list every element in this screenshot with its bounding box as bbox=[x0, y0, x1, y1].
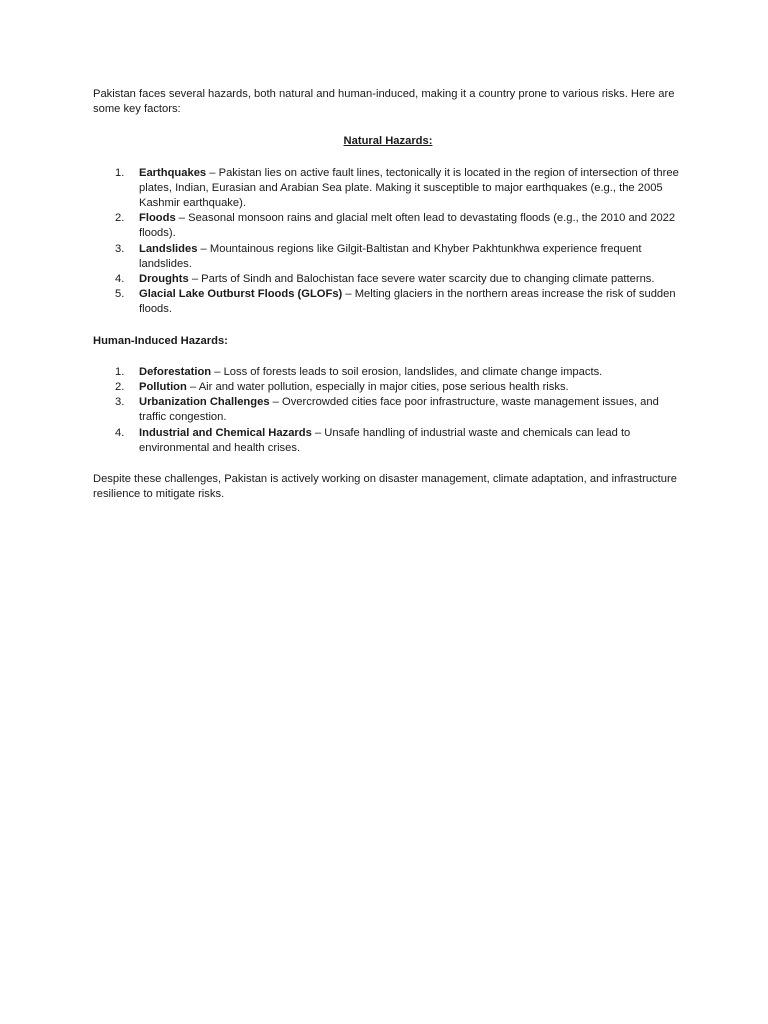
natural-hazards-heading: Natural Hazards: bbox=[343, 135, 433, 148]
hazard-description: Overcrowded cities face poor infrastructure, waste management issues, and traffic congestion. bbox=[139, 396, 659, 424]
list-item bbox=[93, 380, 683, 395]
hazard-term: Urbanization Challenges bbox=[139, 396, 270, 409]
conclusion-paragraph: Despite these challenges, Pakistan is actively working on disaster management, climate adaptation, and infrastructure resilience to mitigate risks. bbox=[93, 473, 677, 501]
hazard-term: Glacial Lake Outburst Floods (GLOFs) bbox=[139, 288, 343, 301]
document-page bbox=[93, 87, 683, 502]
hazard-description: Seasonal monsoon rains and glacial melt often lead to devastating floods (e.g., the 2010 and 2022 floods). bbox=[139, 212, 676, 240]
hazard-description: Parts of Sindh and Balochistan face severe water scarcity due to changing climate patterns. bbox=[201, 273, 655, 286]
human-hazards-heading: Human-Induced Hazards: bbox=[93, 334, 228, 347]
list-number: 5. bbox=[115, 288, 125, 301]
natural-hazards-list bbox=[93, 166, 683, 318]
list-item bbox=[93, 365, 683, 380]
separator: – bbox=[211, 365, 224, 378]
hazard-term: Droughts bbox=[139, 273, 189, 286]
hazard-description: Loss of forests leads to soil erosion, landslides, and climate change impacts. bbox=[223, 365, 603, 378]
list-item bbox=[93, 211, 683, 241]
hazard-description: Mountainous regions like Gilgit-Baltistan and Khyber Pakhtunkhwa experience frequent landslides. bbox=[139, 242, 642, 270]
separator: – bbox=[175, 212, 189, 225]
list-number: 2. bbox=[115, 212, 125, 225]
human-hazards-list bbox=[93, 365, 683, 456]
separator: – bbox=[206, 166, 219, 179]
list-number: 2. bbox=[115, 381, 125, 394]
list-item bbox=[93, 272, 683, 287]
hazard-description: Pakistan lies on active fault lines, tectonically it is located in the region of intersection of three plates, Indian, Eurasian and Arabian Sea plate. Making it susceptible to major earthquakes (e.g., the 2005 Kashmir earthquake). bbox=[139, 166, 679, 210]
list-item bbox=[93, 426, 683, 456]
separator: – bbox=[186, 381, 199, 394]
hazard-description: Melting glaciers in the northern areas increase the risk of sudden floods. bbox=[139, 288, 676, 316]
intro-paragraph: Pakistan faces several hazards, both natural and human-induced, making it a country prone to various risks. Here are some key factors: bbox=[93, 88, 675, 116]
list-number: 4. bbox=[115, 273, 125, 286]
hazard-term: Landslides bbox=[139, 242, 198, 255]
list-item bbox=[93, 395, 683, 425]
separator: – bbox=[197, 242, 210, 255]
separator: – bbox=[342, 288, 355, 301]
hazard-description: Unsafe handling of industrial waste and chemicals can lead to environmental and health crises. bbox=[139, 426, 631, 454]
hazard-term: Earthquakes bbox=[139, 166, 207, 179]
separator: – bbox=[188, 273, 202, 286]
list-number: 1. bbox=[115, 365, 125, 378]
list-item bbox=[93, 166, 683, 212]
list-item bbox=[93, 287, 683, 317]
list-number: 4. bbox=[115, 426, 125, 439]
hazard-term: Deforestation bbox=[139, 365, 212, 378]
hazard-term: Industrial and Chemical Hazards bbox=[139, 426, 312, 439]
separator: – bbox=[269, 396, 282, 409]
list-number: 1. bbox=[115, 166, 125, 179]
list-item bbox=[93, 242, 683, 272]
hazard-term: Floods bbox=[139, 212, 176, 225]
list-number: 3. bbox=[115, 242, 125, 255]
hazard-term: Pollution bbox=[139, 381, 187, 394]
list-number: 3. bbox=[115, 396, 125, 409]
separator: – bbox=[311, 426, 325, 439]
hazard-description: Air and water pollution, especially in major cities, pose serious health risks. bbox=[198, 381, 569, 394]
